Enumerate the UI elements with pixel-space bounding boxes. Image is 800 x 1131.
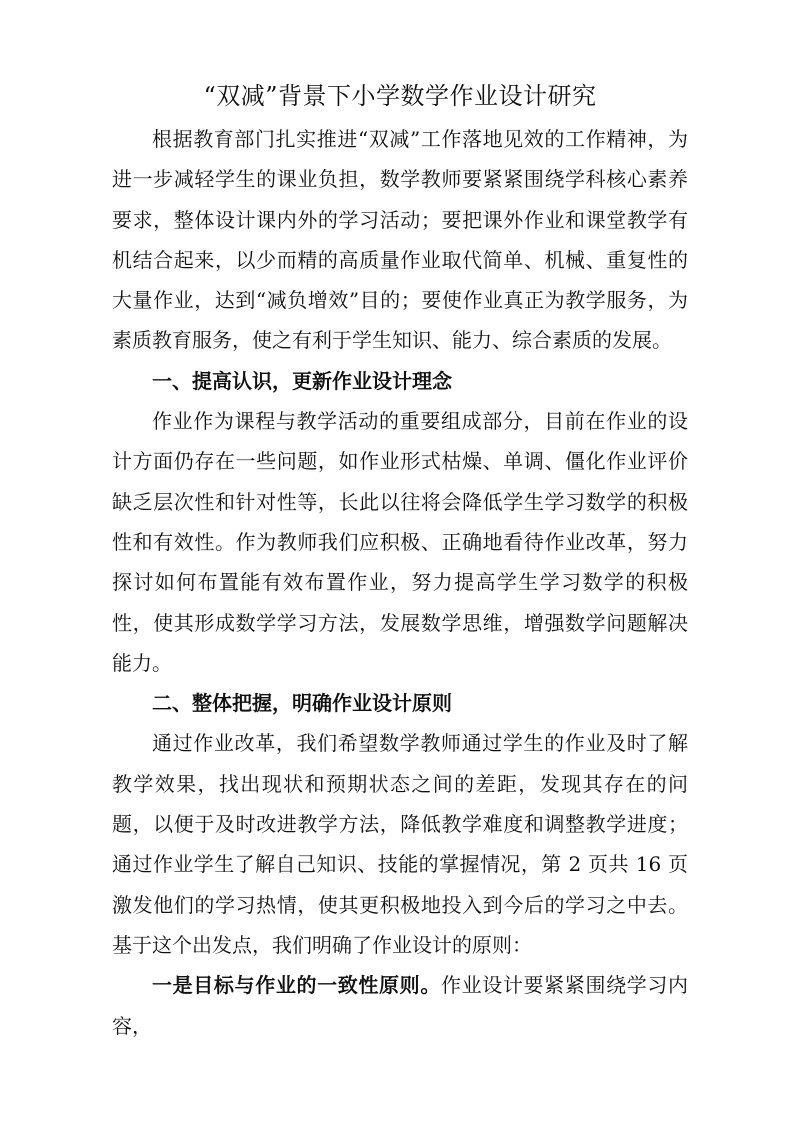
section-1-paragraph: 作业作为课程与教学活动的重要组成部分，目前在作业的设计方面仍存在一些问题，如作业形式枯燥、单调、僵化作业评价缺乏层次性和针对性等，长此以往将会降低学生学习数学的积极性和有效性。作为教师我们应积极、正确地看待作业改革，努力探讨如何布置能有效布置作业，努力提高学生学习数学的积极性，使其形成数学学习方法，发展数学思维，增强数学问题解决能力。	[112, 409, 688, 675]
principle-1-lead: 一是目标与作业的一致性原则。	[152, 973, 441, 998]
section-2-heading: 二、整体把握，明确作业设计原则	[152, 691, 452, 716]
document-title: “双减”背景下小学数学作业设计研究	[203, 82, 597, 110]
principle-1-paragraph	[112, 965, 688, 1046]
document-body	[112, 119, 688, 1046]
section-2-paragraph: 通过作业改革，我们希望数学教师通过学生的作业及时了解教学效果，找出现状和预期状态之间的差距，发现其存在的问题，以便于及时改进教学方法，降低教学难度和调整教学进度；通过作业学生了解自己知识、技能的掌握情况，第 2 页共 16 页激发他们的学习热情，使其更积极地投入到今后的学习之中去。基于这个出发点，我们明确了作业设计的原则：	[112, 731, 688, 957]
principle-1-text: 作业设计要紧紧围绕学习内容，	[112, 973, 689, 1038]
intro-paragraph: 根据教育部门扎实推进“双减”工作落地见效的工作精神，为进一步减轻学生的课业负担，数学教师要紧紧围绕学科核心素养要求，整体设计课内外的学习活动；要把课外作业和课堂教学有机结合起来，以少而精的高质量作业取代简单、机械、重复性的大量作业，达到“减负增效”目的；要使作业真正为教学服务，为素质教育服务，使之有利于学生知识、能力、综合素质的发展。	[112, 127, 688, 353]
section-1-heading: 一、提高认识，更新作业设计理念	[152, 368, 452, 393]
